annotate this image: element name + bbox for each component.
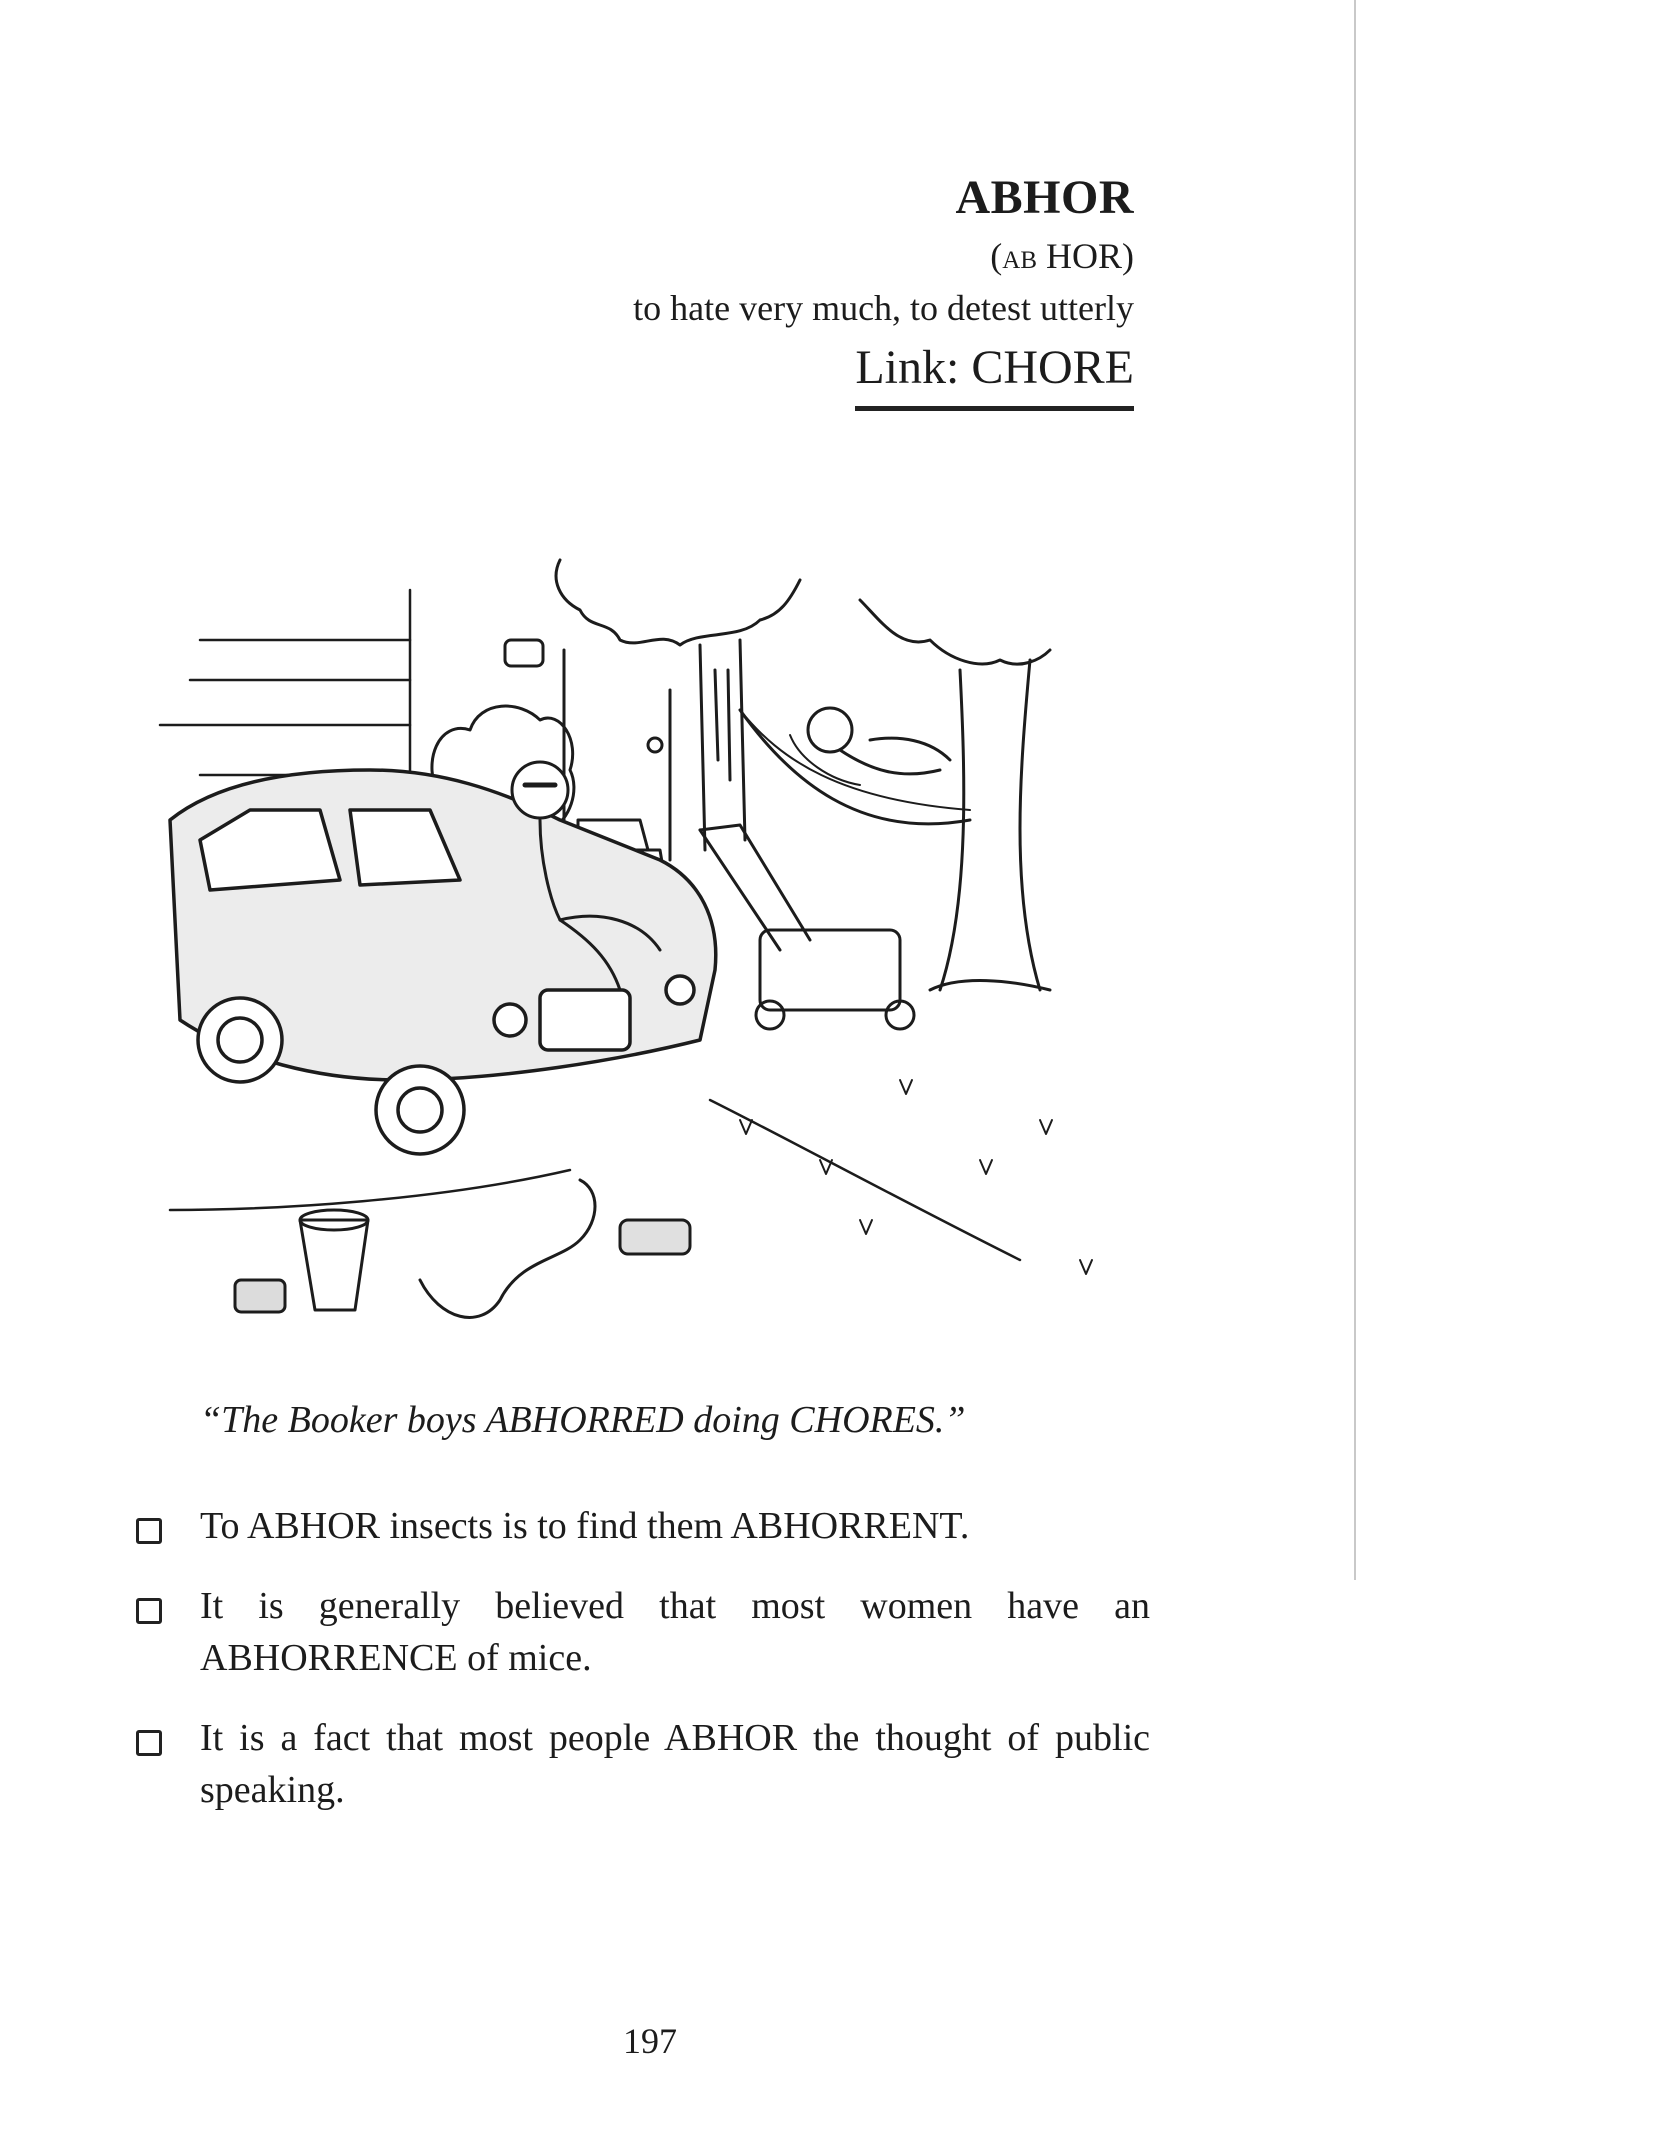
grass-tufts xyxy=(740,1080,1092,1274)
hammock-boy xyxy=(808,708,950,774)
example-sentence-text: It is a fact that most people ABHOR the thought of public speaking. xyxy=(200,1717,1150,1811)
headword: ABHOR xyxy=(955,171,1134,224)
cartoon-illustration xyxy=(140,520,1160,1380)
tree-trunk-left xyxy=(700,640,745,850)
checkbox-icon xyxy=(136,1518,162,1544)
entry-header xyxy=(234,168,1134,411)
lawn-mower xyxy=(700,825,914,1029)
bucket xyxy=(300,1210,368,1310)
link-word: Link: CHORE xyxy=(855,332,1134,411)
example-sentence xyxy=(130,1580,1150,1684)
checkbox-icon xyxy=(136,1598,162,1624)
pronunciation: (ab HOR) xyxy=(990,236,1134,276)
example-sentences xyxy=(130,1500,1150,1844)
example-sentence-text: It is generally believed that most women have an ABHORRENCE of mice. xyxy=(200,1585,1150,1679)
sandwich xyxy=(620,1220,690,1254)
page-number: 197 xyxy=(623,2021,677,2061)
example-sentence xyxy=(130,1712,1150,1816)
tree-canopy-right xyxy=(860,600,1050,664)
hammock xyxy=(740,710,970,824)
checkbox-icon xyxy=(136,1730,162,1756)
example-sentence-text: To ABHOR insects is to find them ABHORRENT. xyxy=(200,1505,970,1547)
hose xyxy=(420,1180,595,1317)
tree-canopy-left xyxy=(556,560,800,645)
definition: to hate very much, to detest utterly xyxy=(633,288,1134,328)
example-sentence xyxy=(130,1500,1150,1552)
page-edge-divider xyxy=(1354,0,1356,1580)
tree-trunk-right xyxy=(930,660,1050,990)
car xyxy=(170,770,716,1154)
sponge xyxy=(235,1280,285,1312)
driveway xyxy=(170,1100,1020,1260)
illustration-caption: “The Booker boys ABHORRED doing CHORES.” xyxy=(200,1399,966,1441)
